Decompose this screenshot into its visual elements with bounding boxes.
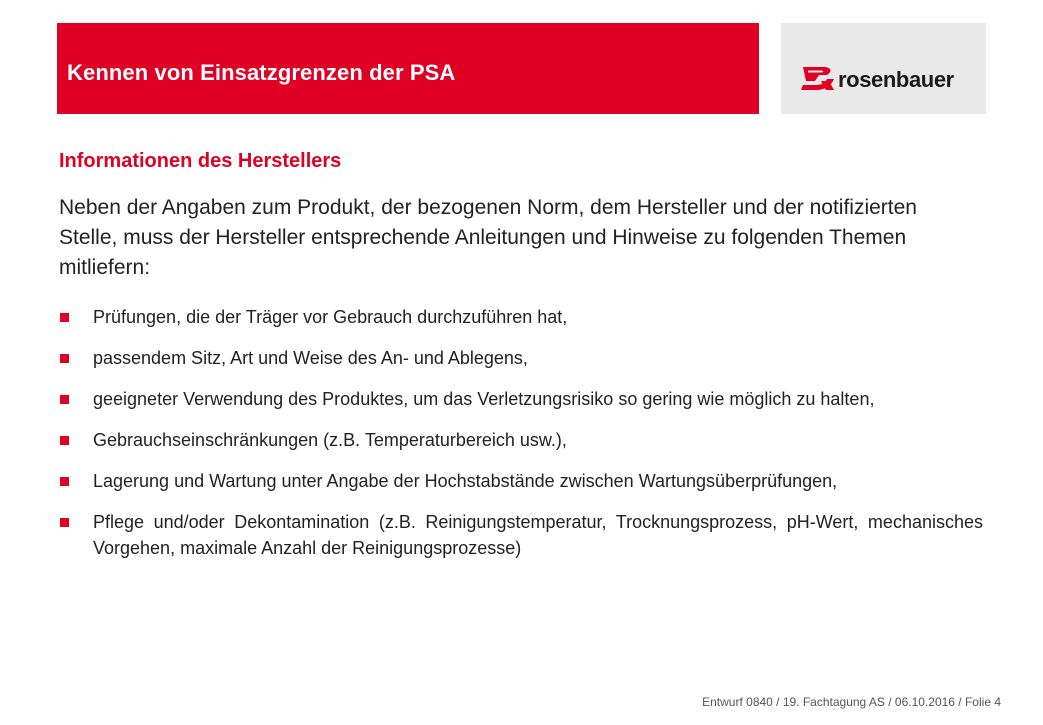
bullet-item xyxy=(59,345,983,371)
intro-paragraph: Neben der Angaben zum Produkt, der bezogenen Norm, dem Hersteller und der notifizierten Stelle, muss der Hersteller entsprechende Anleitungen und Hinweise zu folgenden Themen mitliefern: xyxy=(59,196,917,279)
bullet-item xyxy=(59,386,983,412)
bullet-square-icon xyxy=(60,354,69,363)
bullet-square-icon xyxy=(60,313,69,322)
bullet-item xyxy=(59,468,983,494)
bullet-text: Prüfungen, die der Träger vor Gebrauch durchzuführen hat, xyxy=(93,307,568,327)
bullet-item xyxy=(59,509,983,561)
title-bar xyxy=(57,23,759,114)
bullet-square-icon xyxy=(60,436,69,445)
logo-box xyxy=(781,23,986,114)
rosenbauer-r-logo-icon xyxy=(801,67,834,90)
bullet-item xyxy=(59,427,983,453)
bullet-square-icon xyxy=(60,477,69,486)
bullet-item xyxy=(59,304,983,330)
bullet-list xyxy=(59,304,983,576)
bullet-text: Pflege und/oder Dekontamination (z.B. Reinigungstemperatur, Trocknungsprozess, pH-Wert, mechanisches Vorgehen, maximale Anzahl der Reinigungsprozesse) xyxy=(93,512,983,558)
logo-wordmark: rosenbauer xyxy=(838,67,954,92)
bullet-text: Gebrauchseinschränkungen (z.B. Temperaturbereich usw.), xyxy=(93,430,567,450)
section-subtitle: Informationen des Herstellers xyxy=(59,150,342,172)
bullet-text: geeigneter Verwendung des Produktes, um das Verletzungsrisiko so gering wie möglich zu halten, xyxy=(93,389,875,409)
slide-footer: Entwurf 0840 / 19. Fachtagung AS / 06.10.2016 / Folie 4 xyxy=(702,695,1001,709)
slide-title: Kennen von Einsatzgrenzen der PSA xyxy=(67,60,456,85)
rosenbauer-logo xyxy=(781,23,986,114)
bullet-square-icon xyxy=(60,518,69,527)
bullet-text: passendem Sitz, Art und Weise des An- und Ablegens, xyxy=(93,348,528,368)
bullet-text: Lagerung und Wartung unter Angabe der Hochstabstände zwischen Wartungsüberprüfungen, xyxy=(93,471,838,491)
bullet-square-icon xyxy=(60,395,69,404)
